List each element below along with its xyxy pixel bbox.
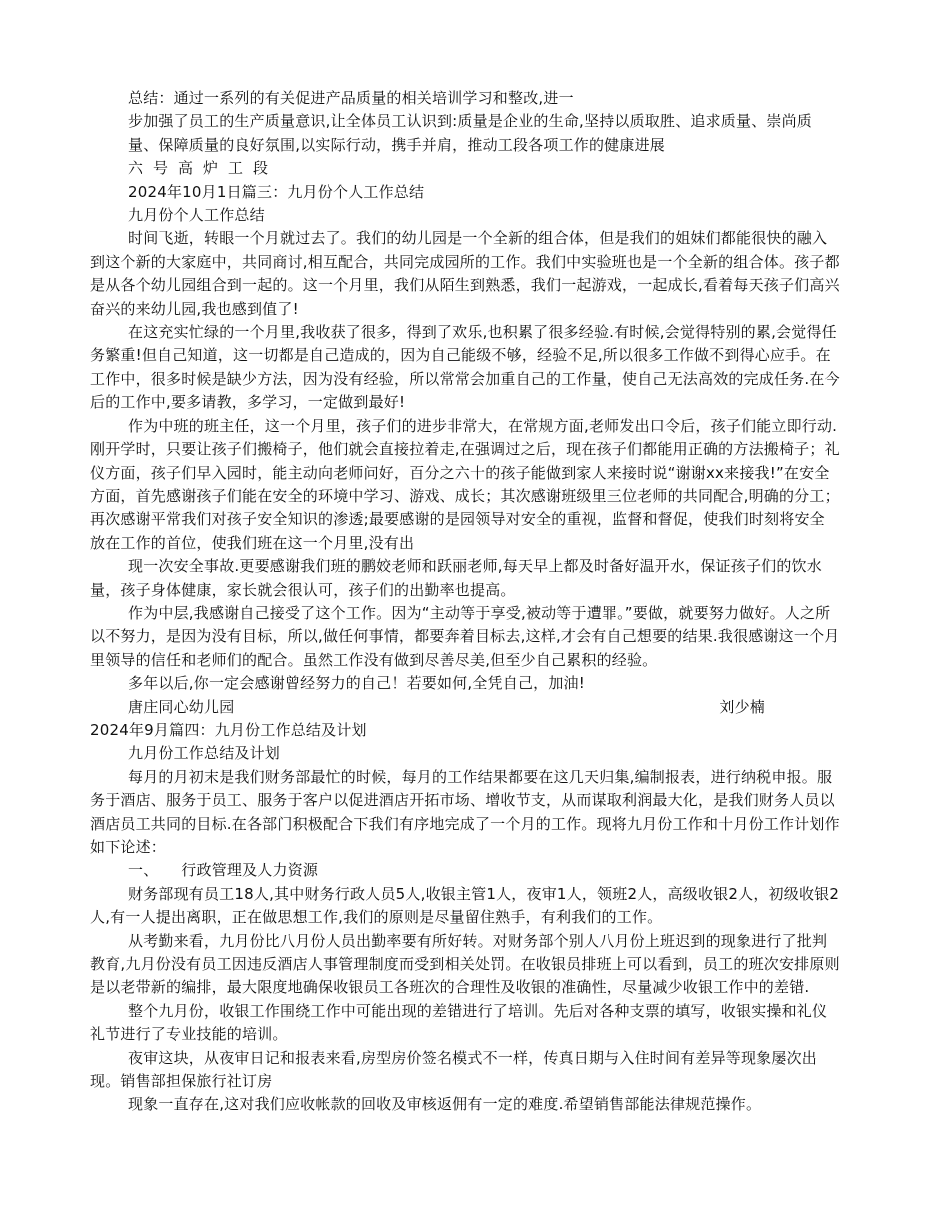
summary-continuation: 步加强了员工的生产质量意识,让全体员工认识到:质量是企业的生命,坚持以质取胜、追求质量、崇尚质量、保障质量的良好氛围,以实际行动，携手并肩，推动工段各项工作的健康进展 (128, 112, 812, 154)
body-paragraph: 现象一直存在,这对我们应收帐款的回收及审核返佣有一定的难度.希望销售部能法律规范操作。 (128, 1095, 762, 1114)
subsection-heading: 一、 行政管理及人力资源 (128, 861, 319, 880)
body-paragraph: 财务部现有员工18人,其中财务行政人员5人,收银主管1人，夜审1人，领班2人，高级收银2人，初级收银2人,有一人提出离职，正在做思想工作,我们的原则是尽量留住熟手，有利我们的工作。 (90, 884, 840, 927)
section-heading-3: 2024年10月1日篇三：九月份个人工作总结 (128, 182, 425, 201)
body-paragraph: 从考勤来看，九月份比八月份人员出勤率要有所好转。对财务部个别人八月份上班迟到的现象进行了批判教育,九月份没有员工因违反酒店人事管理制度而受到相关处罚。在收银员排班上可以看到，员工的班次安排原则是以老带新的编排，最大限度地确保收银员工各班次的合理性及收银的准确性，尽量减少收银工作中的差错. (90, 931, 840, 997)
encouragement-line: 多年以后,你一定会感谢曾经努力的自己！若要如何,全凭自己，加油! (128, 674, 585, 693)
signature-org: 唐庄同心幼儿园 (128, 697, 235, 716)
section-heading-4: 2024年9月篇四：九月份工作总结及计划 (90, 720, 367, 739)
body-paragraph: 作为中层,我感谢自己接受了这个工作。因为“主动等于享受,被动等于遭罪。”要做，就要努力做好。人之所以不努力，是因为没有目标，所以,做任何事情，都要奔着目标去,这样,才会有自己想要的结果.我很感谢这一个月里领导的信任和老师们的配合。虽然工作没有做到尽善尽美,但至少自己累积的经验。 (90, 603, 840, 669)
section-title-3: 九月份个人工作总结 (128, 206, 265, 225)
body-paragraph: 整个九月份，收银工作围绕工作中可能出现的差错进行了培训。先后对各种支票的填写，收银实操和礼仪礼节进行了专业技能的培训。 (90, 1001, 828, 1044)
signature-name: 刘少楠 (719, 697, 765, 716)
body-paragraph: 作为中班的班主任，这一个月里，孩子们的进步非常大，在常规方面,老师发出口令后，孩子们能立即行动.刚开学时，只要让孩子们搬椅子，他们就会直接拉着走,在强调过之后，现在孩子们都能用正确的方法搬椅子；礼仪方面，孩子们早入园时，能主动向老师问好，百分之六十的孩子能做到家人来接时说“谢谢xx来接我!”在安全方面，首先感谢孩子们能在安全的环境中学习、游戏、成长；其次感谢班级里三位老师的共同配合,明确的分工；再次感谢平常我们对孩子安全知识的渗透;最要感谢的是园领导对安全的重视，监督和督促，使我们时刻将安全放在工作的首位，使我们班在这一个月里,没有出 (90, 416, 840, 552)
body-paragraph: 在这充实忙绿的一个月里,我收获了很多，得到了欢乐,也积累了很多经验.有时候,会觉得特别的累,会觉得任务繁重!但自己知道，这一切都是自己造成的，因为自己能级不够，经验不足,所以很多工作做不到得心应手。在工作中，很多时候是缺少方法，因为没有经验，所以常常会加重自己的工作量，使自己无法高效的完成任务.在今后的工作中,要多请教，多学习，一定做到最好! (90, 323, 840, 412)
document-body (0, 87, 950, 1117)
summary-paragraph: 总结：通过一系列的有关促进产品质量的相关培训学习和整改,进一 (128, 89, 574, 107)
body-paragraph: 每月的月初末是我们财务部最忙的时候，每月的工作结果都要在这几天归集,编制报表，进行纳税申报。服务于酒店、服务于员工、服务于客户以促进酒店开拓市场、增收节支，从而谋取利润最大化，是我们财务人员以酒店员工共同的目标.在各部门积极配合下我们有序地完成了一个月的工作。现将九月份工作和十月份工作计划作如下论述： (90, 767, 840, 856)
body-paragraph: 时间飞逝，转眼一个月就过去了。我们的幼儿园是一个全新的组合体，但是我们的姐妹们都能很快的融入到这个新的大家庭中，共同商讨,相互配合，共同完成园所的工作。我们中实验班也是一个全新的组合体。孩子都是从各个幼儿园组合到一起的。这一个月里，我们从陌生到熟悉，我们一起游戏，一起成长,看着每天孩子们高兴奋兴的来幼儿园,我也感到值了! (90, 229, 840, 318)
body-paragraph: 夜审这块，从夜审日记和报表来看,房型房价签名模式不一样，传真日期与入住时间有差异等现象屡次出现。销售部担保旅行社订房 (90, 1048, 817, 1091)
body-paragraph: 现一次安全事故.更要感谢我们班的鹏姣老师和跃丽老师,每天早上都及时备好温开水，保证孩子们的饮水量，孩子身体健康，家长就会很认可，孩子们的出勤率也提高。 (90, 557, 822, 599)
signature-row (0, 696, 950, 719)
workshop-signature: 六号高炉工段 (128, 159, 279, 178)
section-title-4: 九月份工作总结及计划 (128, 744, 281, 763)
